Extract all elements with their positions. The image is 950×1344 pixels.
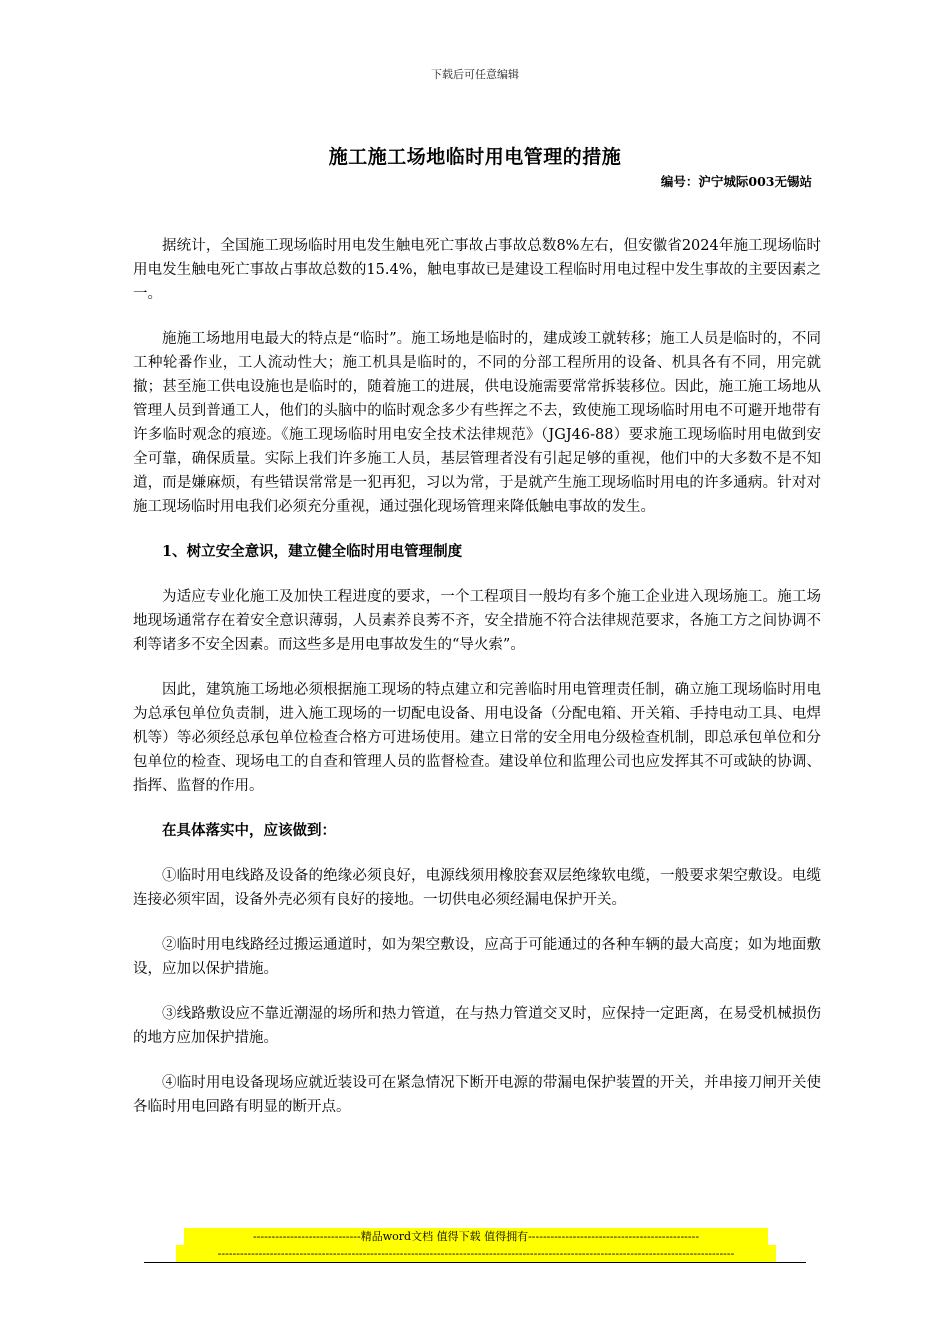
paragraph-safety-awareness: 为适应专业化施工及加快工程进度的要求，一个工程项目一般均有多个施工企业进入现场施工。施工场地现场通常存在着安全意识薄弱，人员素养良莠不齐，安全措施不符合法律规范要求，各施工方之间协调不利等诸多不安全因素。而这些多是用电事故发生的“导火索”。 [133, 589, 821, 653]
list-item-1: ①临时用电线路及设备的绝缘必须良好，电源线须用橡胶套双层绝缘软电缆，一般要求架空敷设。电缆连接必须牢固，设备外壳必须有良好的接地。一切供电必须经漏电保护开关。 [133, 868, 821, 908]
footer-banner-line-1: -----------------------------精品word文档 值得下载 值得拥有---------------------------------------------- [184, 1228, 768, 1245]
footer-banner [176, 1228, 776, 1262]
paragraph-temporary-features: 施施工场地用电最大的特点是“临时”。施工场地是临时的，建成竣工就转移；施工人员是临时的，不同工种轮番作业，工人流动性大；施工机具是临时的，不同的分部工程所用的设备、机具各有不同，用完就撤；甚至施工供电设施也是临时的，随着施工的进展，供电设施需要常常拆装移位。因此，施工施工场地从管理人员到普通工人，他们的头脑中的临时观念多少有些挥之不去，致使施工现场临时用电不可避开地带有许多临时观念的痕迹。《施工现场临时用电安全技术法律规范》（JGJ46-88）要求施工现场临时用电做到安全可靠，确保质量。实际上我们许多施工人员，基层管理者没有引起足够的重视，他们中的大多数不是不知道，而是嫌麻烦，有些错误常常是一犯再犯，习以为常，于是就产生施工现场临时用电的许多通病。针对对施工现场临时用电我们必须充分重视，通过强化现场管理来降低触电事故的发生。 [133, 331, 821, 515]
footer-banner-line-2: ------------------------------------------------------------------------------------------------------------------------------------------- [176, 1245, 776, 1262]
list-item-2: ②临时用电线路经过搬运通道时，如为架空敷设，应高于可能通过的各种车辆的最大高度；如为地面敷设，应加以保护措施。 [133, 937, 821, 977]
subheading-implementation: 在具体落实中，应该做到： [162, 822, 336, 839]
paragraph-statistics: 据统计，全国施工现场临时用电发生触电死亡事故占事故总数8%左右，但安徽省2024年施工现场临时用电发生触电死亡事故占事故总数的15.4%，触电事故已是建设工程临时用电过程中发生事故的主要因素之一。 [133, 238, 821, 302]
paragraph-responsibility-system: 因此，建筑施工场地必须根据施工现场的特点建立和完善临时用电管理责任制，确立施工现场临时用电为总承包单位负责制，进入施工现场的一切配电设备、用电设备（分配电箱、开关箱、手持电动工具、电焊机等）等必须经总承包单位检查合格方可进场使用。建立日常的安全用电分级检查机制，即总承包单位和分包单位的检查、现场电工的自查和管理人员的监督检查。建设单位和监理公司也应发挥其不可或缺的协调、指挥、监督的作用。 [133, 682, 821, 794]
document-body [133, 234, 821, 1140]
list-item-4: ④临时用电设备现场应就近装设可在紧急情况下断开电源的带漏电保护装置的开关，并串接刀闸开关使各临时用电回路有明显的断开点。 [133, 1075, 821, 1115]
document-code: 编号：沪宁城际003无锡站 [660, 174, 812, 189]
section-heading-1: 1、树立安全意识，建立健全临时用电管理制度 [162, 543, 463, 560]
list-item-3: ③线路敷设应不靠近潮湿的场所和热力管道，在与热力管道交叉时，应保持一定距离，在易受机械损伤的地方应加保护措施。 [133, 1006, 821, 1046]
document-title: 施工施工场地临时用电管理的措施 [328, 146, 622, 168]
footer-divider [144, 1262, 806, 1263]
header-note: 下载后可任意编辑 [431, 68, 519, 81]
